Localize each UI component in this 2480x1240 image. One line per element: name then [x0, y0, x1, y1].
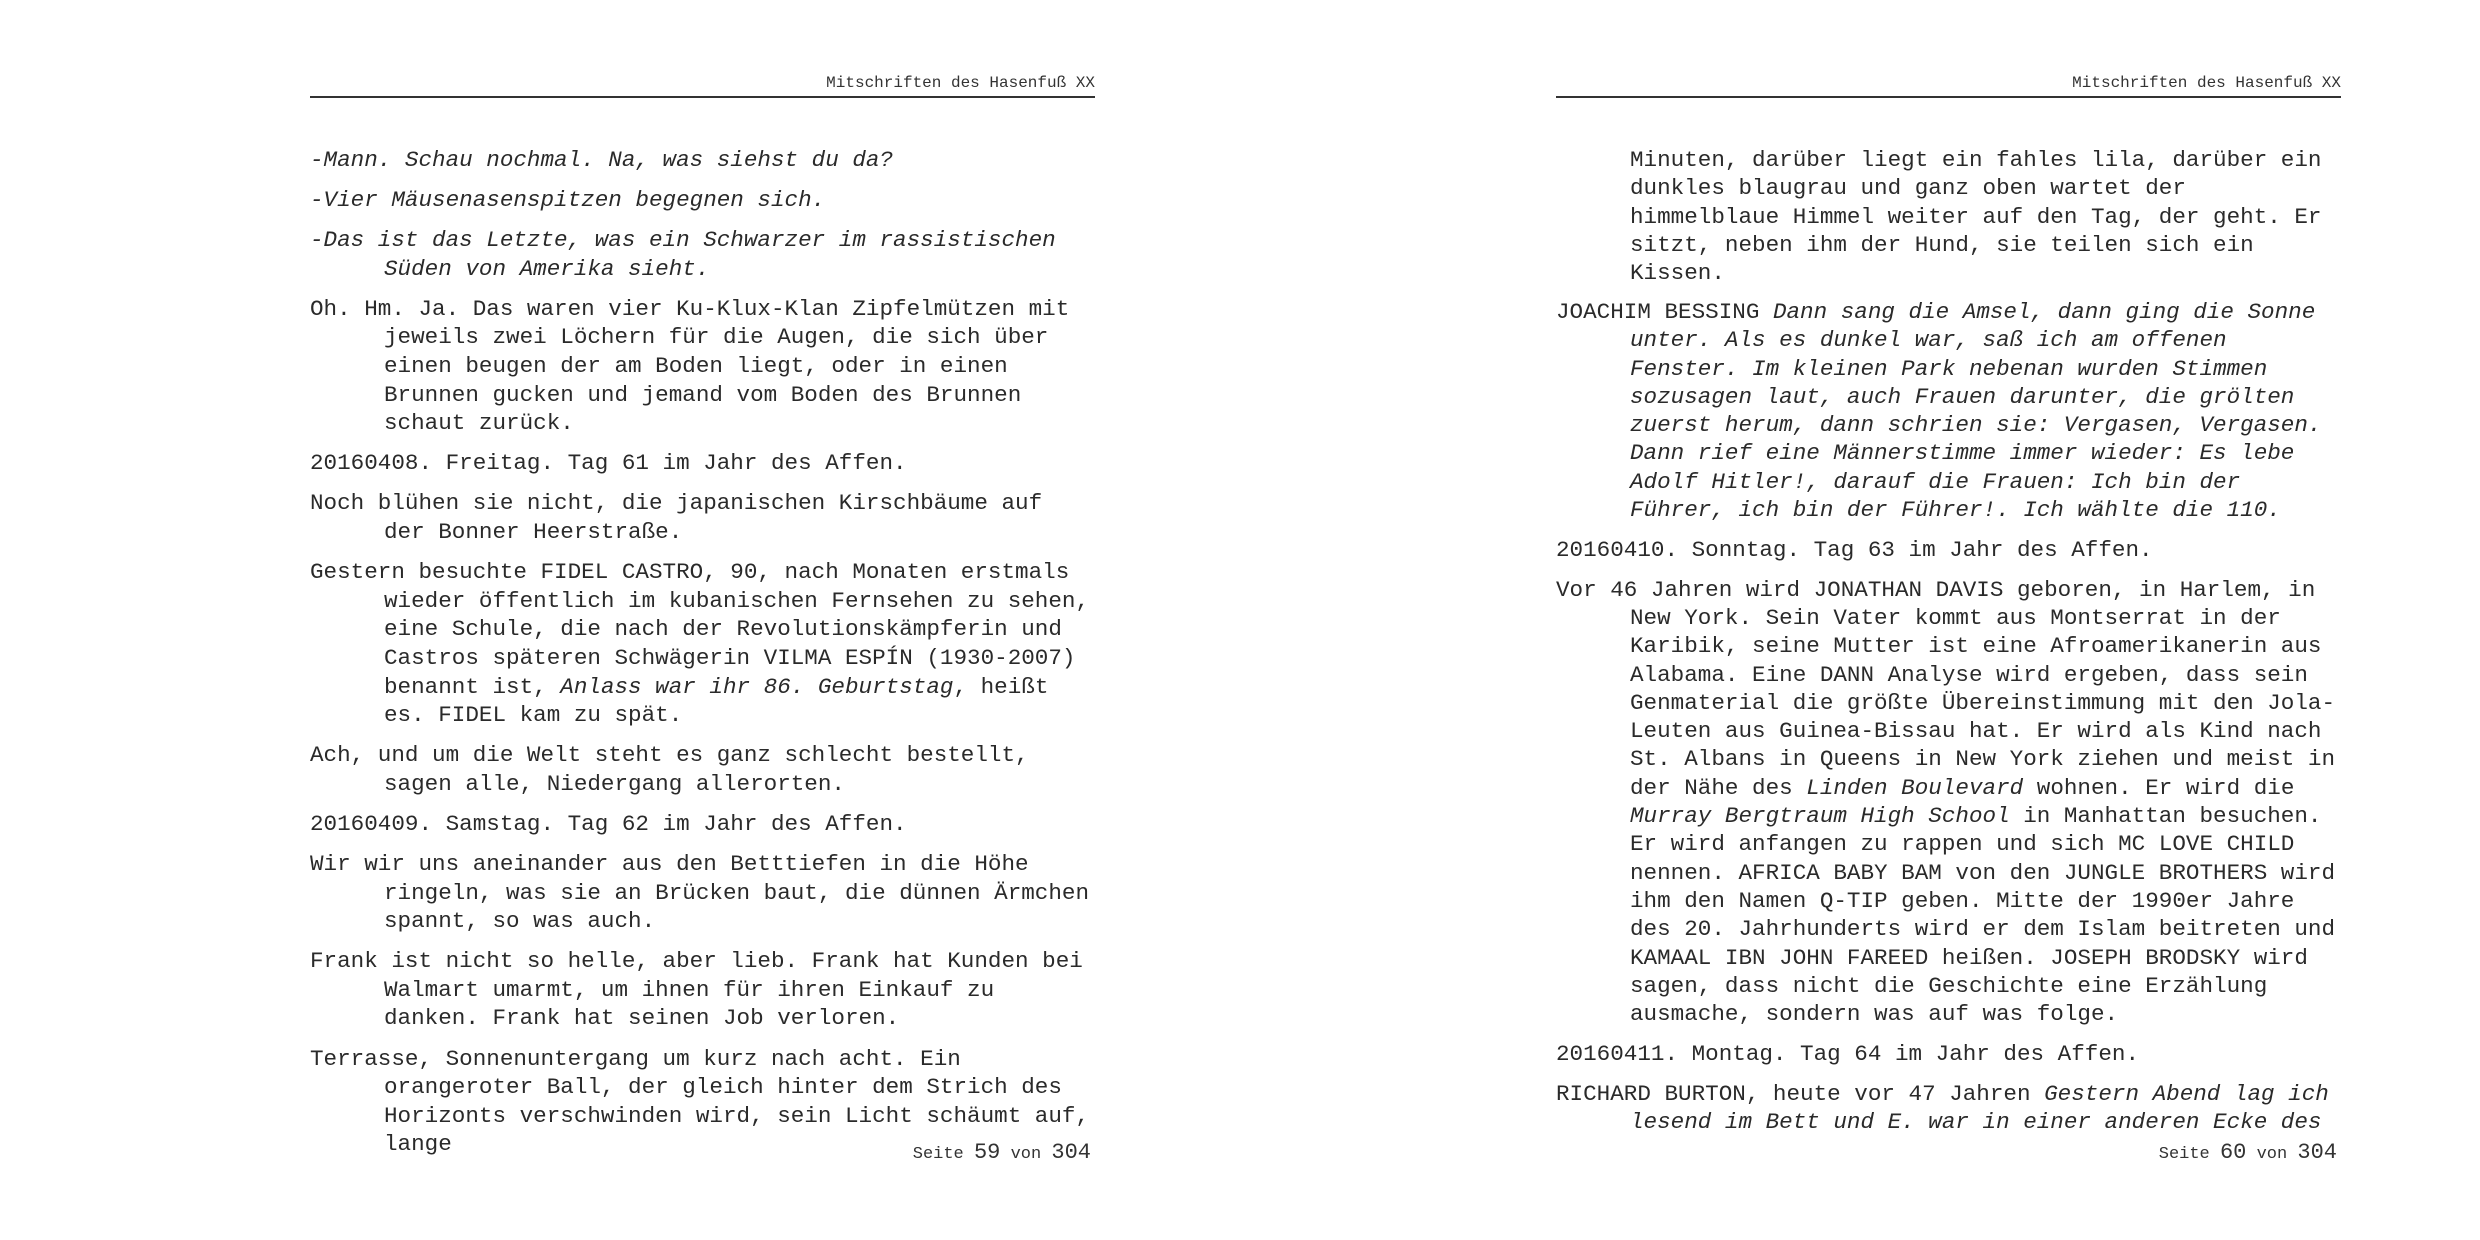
left-page [310, 0, 1095, 1240]
page-body [1556, 146, 2341, 1148]
italic-text: -Vier Mäusenasenspitzen begegnen sich. [310, 187, 826, 214]
header-rule [1556, 96, 2341, 98]
text-run: Wir wir uns aneinander aus den Betttiefen in die Höhe ringeln, was sie an Brücken baut, die dünnen Ärmchen spannt, so was auch. [310, 850, 1090, 935]
paragraph [310, 850, 1095, 936]
text-run: 20160410. Sonntag. Tag 63 im Jahr des Affen. [1556, 536, 2153, 563]
text-run: 20160408. Freitag. Tag 61 im Jahr des Affen. [310, 450, 907, 477]
italic-text: Gestern Abend lag ich lesend im Bett und E. war in einer anderen Ecke des [1630, 1080, 2329, 1135]
footer-of-label: von [2256, 1145, 2288, 1164]
running-header: Mitschriften des Hasenfuß XX [826, 74, 1095, 92]
text-run: Frank ist nicht so helle, aber lieb. Frank hat Kunden bei Walmart umarmt, um ihnen für ihren Einkauf zu danken. Frank hat seinen Job verloren. [310, 948, 1083, 1032]
paragraph [310, 810, 1095, 839]
page-body [310, 146, 1095, 1170]
text-run: Gestern besuchte FIDEL CASTRO, 90, nach Monaten erstmals wieder öffentlich im kubanischen Fernsehen zu sehen, eine Schule, die nach der Revolutionskämpferin und Castros späteren Schwägerin VILMA ESPÍN (1930-2007) benannt ist, [310, 559, 1090, 700]
paragraph [310, 947, 1095, 1033]
paragraph [1556, 576, 2341, 1029]
page-footer [2159, 1140, 2337, 1165]
paragraph [310, 558, 1095, 730]
italic-text: Murray Bergtraum High School [1630, 803, 2010, 830]
paragraph [310, 741, 1095, 798]
footer-label: Seite [2158, 1145, 2210, 1164]
text-run: Oh. Hm. Ja. Das waren vier Ku-Klux-Klan Zipfelmützen mit jeweils zwei Löchern für die Augen, die sich über einen beugen der am Boden liegt, oder in einen Brunnen gucken und jemand vom Boden des Brunnen schaut zurück. [310, 295, 1070, 437]
text-run: , heißt es. FIDEL kam zu spät. [384, 673, 1049, 729]
italic-text: -Das ist das Letzte, was ein Schwarzer im rassistischen Süden von Amerika sieht. [310, 227, 1056, 282]
italic-text: -Mann. Schau nochmal. Na, was siehst du da? [310, 147, 894, 173]
paragraph [310, 146, 1095, 175]
text-run: 20160409. Samstag. Tag 62 im Jahr des Affen. [310, 810, 907, 837]
text-run: Terrasse, Sonnenuntergang um kurz nach acht. Ein orangeroter Ball, der gleich hinter dem Strich des Horizonts verschwinden wird, sein Licht schäumt auf, lange [310, 1045, 1090, 1158]
text-run: Minuten, darüber liegt ein fahles lila, darüber ein dunkles blaugrau und ganz oben wartet der himmelblaue Himmel weiter auf den Tag, der geht. Er sitzt, neben ihm der Hund, sie teilen sich ein Kissen. [1630, 147, 2322, 287]
paragraph [310, 489, 1095, 546]
text-run: Vor 46 Jahren wird JONATHAN DAVIS geboren, in Harlem, in New York. Sein Vater kommt aus Montserrat in der Karibik, seine Mutter ist eine Afroamerikanerin aus Alabama. Eine DANN Analyse wird ergeben, dass sein Genmaterial die größte Übereinstimmung mit den Jola-Leuten aus Guinea-Bissau hat. Er wird als Kind nach St. Albans in Queens in New York ziehen und meist in der Nähe des [1556, 576, 2336, 801]
paragraph [1556, 146, 2341, 287]
paragraph [1556, 536, 2341, 564]
paragraph [310, 295, 1095, 438]
right-page [1556, 0, 2341, 1240]
text-run: JOACHIM BESSING [1556, 298, 1773, 325]
running-header: Mitschriften des Hasenfuß XX [2072, 74, 2341, 92]
text-run: wohnen. Er wird die [2023, 774, 2295, 801]
text-run: Ach, und um die Welt steht es ganz schlecht bestellt, sagen alle, Niedergang allerorten. [310, 742, 1029, 797]
paragraph [1556, 298, 2341, 524]
paragraph [310, 449, 1095, 478]
footer-of-label: von [1010, 1145, 1042, 1164]
page-footer [913, 1140, 1091, 1165]
text-run: in Manhattan besuchen. Er wird anfangen zu rappen und sich MC LOVE CHILD nennen. AFRICA BABY BAM von den JUNGLE BROTHERS wird ihm den Namen Q-TIP geben. Mitte der 1990er Jahre des 20. Jahrhunderts wird er dem Islam beitreten und KAMAAL IBN JOHN FAREED heißen. JOSEPH BRODSKY wird sagen, dass nicht die Geschichte eine Erzählung ausmache, sondern was auf was folge. [1630, 803, 2336, 1028]
paragraph [1556, 1080, 2341, 1137]
paragraph [310, 226, 1095, 283]
paragraph [310, 186, 1095, 215]
text-run: 20160411. Montag. Tag 64 im Jahr des Affen. [1556, 1040, 2140, 1067]
total-pages: 304 [1051, 1140, 1091, 1165]
italic-text: Dann sang die Amsel, dann ging die Sonne unter. Als es dunkel war, saß ich am offenen Fenster. Im kleinen Park nebenan wurden Stimmen sozusagen laut, auch Frauen darunter, die grölten zuerst herum, dann schrien sie: Vergasen, Vergasen. Dann rief eine Männerstimme immer wieder: Es lebe Adolf Hitler!, darauf die Frauen: Ich bin der Führer, ich bin der Führer!. Ich wählte die 110. [1630, 298, 2322, 524]
footer-label: Seite [912, 1145, 964, 1164]
total-pages: 304 [2297, 1140, 2337, 1165]
text-run: Noch blühen sie nicht, die japanischen Kirschbäume auf der Bonner Heerstraße. [310, 490, 1043, 546]
paragraph [1556, 1040, 2341, 1068]
italic-text: Anlass war ihr 86. Geburtstag [560, 673, 954, 700]
italic-text: Linden Boulevard [1806, 774, 2024, 801]
text-run: RICHARD BURTON, heute vor 47 Jahren [1556, 1080, 2045, 1107]
page-number: 59 [973, 1140, 1001, 1165]
header-rule [310, 96, 1095, 98]
page-number: 60 [2219, 1140, 2247, 1165]
